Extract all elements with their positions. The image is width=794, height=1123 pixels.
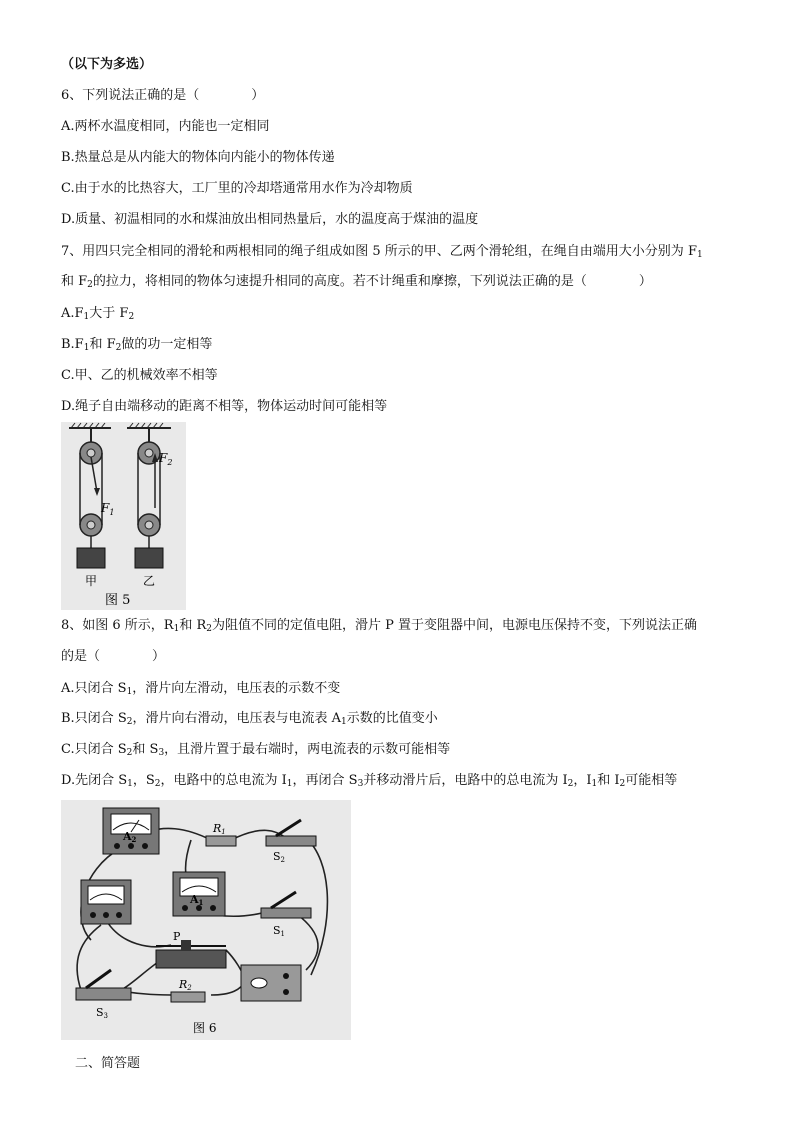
q7-option-c: C.甲、乙的机械效率不相等 xyxy=(61,368,218,383)
svg-text:S2: S2 xyxy=(273,850,286,864)
q6-option-b: B.热量总是从内能大的物体向内能小的物体传递 xyxy=(61,150,335,165)
fig5-label-f2: $F_2$ xyxy=(159,451,173,467)
svg-text:R1: R1 xyxy=(213,822,226,836)
rheostat xyxy=(156,930,226,968)
fig5-label-yi: 乙 xyxy=(143,574,156,588)
fig5-label-f1: $F_1$ xyxy=(101,501,115,517)
svg-text:A2: A2 xyxy=(123,830,137,844)
switch-s1 xyxy=(261,892,311,938)
q6-option-a: A.两杯水温度相同，内能也一定相同 xyxy=(61,119,270,134)
q8-stem-line2: 的是（ ） xyxy=(61,649,166,664)
q8-option-a: A.只闭合 $S_1$，滑片向左滑动，电压表的示数不变 xyxy=(61,681,341,697)
switch-s3 xyxy=(76,970,131,1020)
q6-option-c: C.由于水的比热容大，工厂里的冷却塔通常用水作为冷却物质 xyxy=(61,181,413,196)
q8-stem-line1: 8、如图 6 所示，$R_1$和 $R_2$为阻值不同的定值电阻，滑片 P 置于变阻器中间，电源电压保持不变，下列说法正确 xyxy=(61,618,698,634)
figure-5-pulley-systems xyxy=(61,422,186,610)
fig5-caption: 图 5 xyxy=(105,593,131,608)
svg-text:S1: S1 xyxy=(273,924,286,938)
q7-option-d: D.绳子自由端移动的距离不相等，物体运动时间可能相等 xyxy=(61,399,388,414)
q8-option-c: C.只闭合 $S_2$和 $S_3$，且滑片置于最右端时，两电流表的示数可能相等 xyxy=(61,742,451,758)
q6-option-d: D.质量、初温相同的水和煤油放出相同热量后，水的温度高于煤油的温度 xyxy=(61,212,479,227)
switch-s2 xyxy=(266,820,316,864)
q8-option-b: B.只闭合 $S_2$，滑片向右滑动，电压表与电流表 $A_1$示数的比值变小 xyxy=(61,711,438,727)
resistor-r1 xyxy=(206,822,236,846)
resistor-r2 xyxy=(171,978,205,1002)
ammeter-a1 xyxy=(173,872,225,916)
q7-stem-line1: 7、用四只完全相同的滑轮和两根相同的绳子组成如图 5 所示的甲、乙两个滑轮组，在绳自由端用大小分别为 $F_1$ xyxy=(61,244,703,260)
multi-choice-header: （以下为多选） xyxy=(61,57,153,72)
section-2-heading: 二、简答题 xyxy=(75,1056,141,1071)
svg-text:R2: R2 xyxy=(179,978,192,992)
q7-option-a: $A.F_1$大于 $F_2$ xyxy=(61,306,135,322)
svg-text:A1: A1 xyxy=(190,893,204,907)
voltmeter xyxy=(81,880,131,924)
q7-option-b: $B.F_1$和 $F_2$做的功一定相等 xyxy=(61,337,213,353)
fig5-label-jia: 甲 xyxy=(85,574,98,588)
ammeter-a2 xyxy=(103,808,159,854)
q7-stem-line2: 和 $F_2$的拉力，将相同的物体匀速提升相同的高度。若不计绳重和摩擦，下列说法正确的是（ ） xyxy=(61,274,652,290)
q6-stem: 6、下列说法正确的是（ ） xyxy=(61,88,265,103)
q8-option-d: D.先闭合 $S_1$，$S_2$，电路中的总电流为 $I_1$，再闭合 $S_3$并移动滑片后，电路中的总电流为 $I_2$，$I_1$和 $I_2$可能相等 xyxy=(61,773,678,789)
figure-6-circuit xyxy=(61,800,351,1040)
svg-text:S3: S3 xyxy=(96,1006,109,1020)
slider-p-label: P xyxy=(173,930,181,943)
fig6-caption: 图 6 xyxy=(193,1021,217,1035)
power-supply xyxy=(241,965,301,1001)
